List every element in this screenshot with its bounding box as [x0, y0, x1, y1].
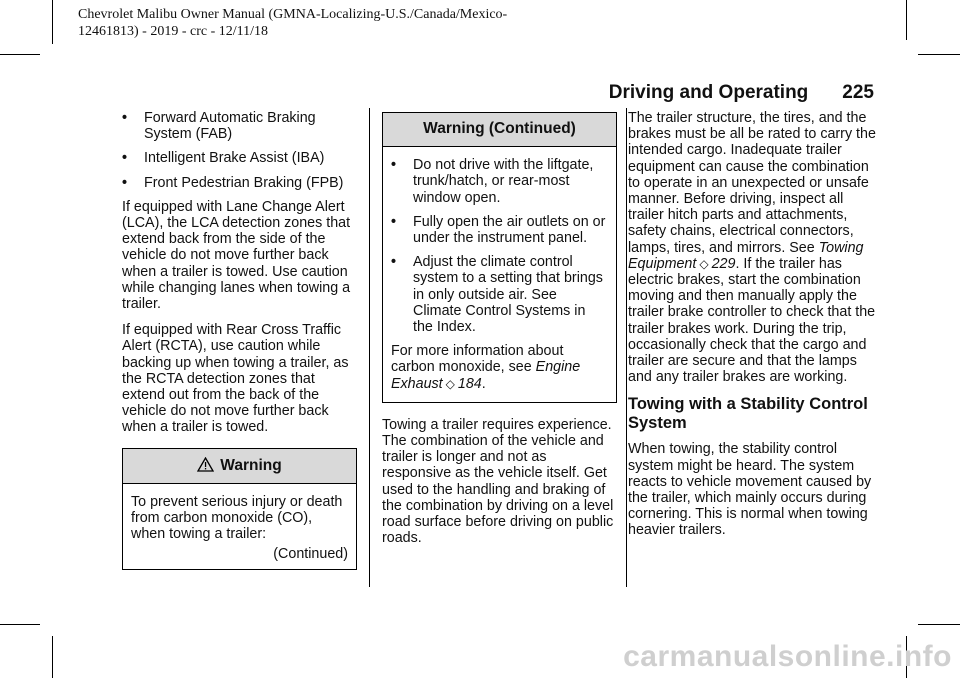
- section-title: Driving and Operating: [608, 82, 809, 103]
- xref-icon: ◇: [445, 376, 455, 391]
- crop-mark: [906, 0, 907, 40]
- page-number: 225: [842, 82, 874, 103]
- crop-mark: [0, 624, 40, 625]
- paragraph-trailer-structure: [628, 110, 878, 385]
- list-item-text: Fully open the air outlets on or under the instrument panel.: [413, 213, 606, 247]
- list-item: [391, 254, 608, 335]
- crop-mark: [0, 54, 40, 55]
- meta-line-1: Chevrolet Malibu Owner Manual (GMNA-Localizing-U.S./Canada/Mexico-: [78, 7, 508, 22]
- towing-equipment-link[interactable]: Towing Equipment: [628, 239, 864, 272]
- column-divider: [626, 108, 627, 587]
- column-2: [382, 110, 617, 556]
- page-header: [609, 82, 874, 104]
- paragraph-rcta: If equipped with Rear Cross Traffic Alert (RCTA), use caution while backing up when towing a trailer, as the RCTA detection zones that extend out from the back of the vehicle do not move further back when a trailer is towed.: [122, 322, 349, 436]
- list-item-text: Intelligent Brake Assist (IBA): [144, 150, 325, 167]
- list-item: [391, 157, 608, 206]
- column-divider: [369, 108, 370, 587]
- column-3: [628, 110, 878, 549]
- continued-label: (Continued): [273, 546, 348, 563]
- warning-header: [123, 449, 356, 484]
- crop-mark: [918, 54, 960, 55]
- list-item: [391, 214, 608, 246]
- watermark: carmanualsonline.info: [623, 640, 952, 673]
- xref-page[interactable]: 229: [711, 255, 736, 272]
- document-meta: [78, 6, 507, 40]
- list-item-text: Forward Automatic Braking System (FAB): [144, 110, 316, 143]
- column-1: [122, 110, 357, 570]
- bullet: •: [391, 254, 397, 271]
- meta-line-2: 12461813) - 2019 - crc - 12/11/18: [78, 24, 268, 39]
- xref-icon: ◇: [699, 256, 709, 271]
- warning-title: Warning: [220, 456, 282, 474]
- warning-body: [123, 484, 356, 569]
- crop-mark: [52, 0, 53, 44]
- text: . If the trailer has electric brakes, start the combination moving and then manually apply the trailer brake controller to check that the trailer brakes work. During the trip, occasionally check that the cargo and trailer are secure and that the lamps and any trailer brakes are working.: [628, 255, 876, 386]
- paragraph-lca: If equipped with Lane Change Alert (LCA), the LCA detection zones that extend back from the side of the vehicle do not move further back when a trailer is towed. Use caution while changing lanes when towing a trailer.: [122, 198, 351, 313]
- list-item: [122, 175, 357, 191]
- bullet: •: [122, 174, 128, 191]
- bullet: •: [122, 150, 128, 167]
- crop-mark: [918, 624, 960, 625]
- warning-text: To prevent serious injury or death from carbon monoxide (CO), when towing a trailer:: [131, 493, 343, 543]
- list-item: [122, 150, 357, 166]
- warning-continued-box: [382, 112, 617, 403]
- text: The trailer structure, the tires, and the brakes must be all be rated to carry the intended cargo. Inadequate trailer equipment can cause the combination to operate in an unexpected or unsafe manner. Before driving, inspect all trailer hitch parts and attachments, safety chains, electrical connectors, lamps, tires, and mirrors. See: [628, 110, 876, 256]
- crop-mark: [52, 636, 53, 678]
- list-item-text: Adjust the climate control system to a setting that brings in only outside air. See Climate Control Systems in the Index.: [413, 254, 603, 336]
- more-info-text: For more information about carbon monoxide, see: [391, 343, 564, 376]
- bullet: •: [122, 110, 128, 126]
- bullet: •: [391, 157, 397, 174]
- warning-continued-header: Warning (Continued): [383, 113, 616, 147]
- warning-icon: [197, 457, 214, 472]
- warning-continued-body: [383, 147, 616, 402]
- engine-exhaust-link[interactable]: Engine Exhaust: [391, 359, 581, 392]
- warning-box: [122, 448, 357, 570]
- list-item-text: Do not drive with the liftgate, trunk/hatch, or rear-most window open.: [413, 157, 594, 206]
- xref-page[interactable]: 184: [457, 375, 482, 392]
- list-item: [122, 110, 357, 142]
- section-heading: Towing with a Stability Control System: [628, 395, 868, 433]
- paragraph-stability: When towing, the stability control system might be heard. The system reacts to vehicle movement caused by the trailer, which mainly occurs during cornering. This is normal when towing heavier trailers.: [628, 441, 872, 539]
- more-info: For more information about carbon monoxide, see Engine Exhaust ◇ 184.: [391, 343, 581, 392]
- paragraph-towing: Towing a trailer requires experience. The combination of the vehicle and trailer is longer and not as responsive as the vehicle itself. Get used to the handling and braking of the combination by driving on a level road surface before driving on public roads.: [382, 416, 614, 547]
- list-item-text: Front Pedestrian Braking (FPB): [144, 174, 344, 191]
- bullet: •: [391, 213, 397, 230]
